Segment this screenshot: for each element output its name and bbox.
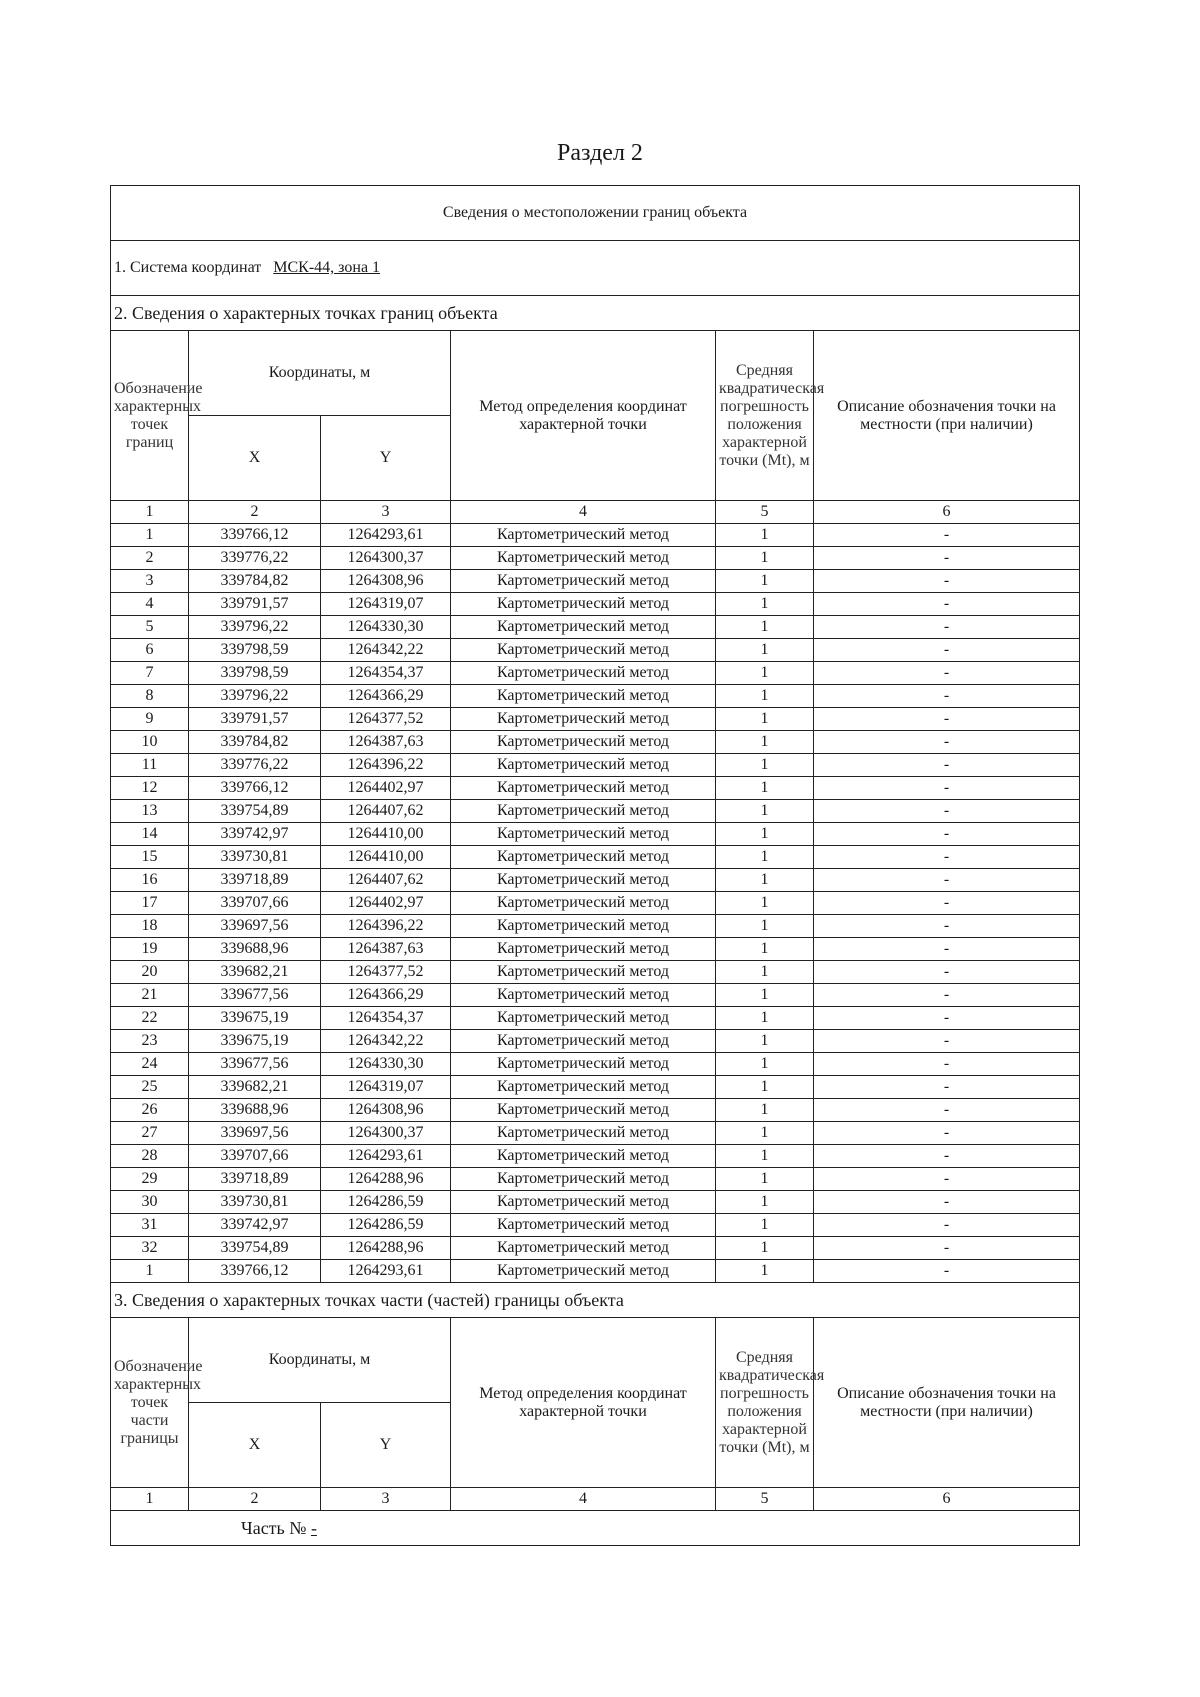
coord-y: 1264308,96 bbox=[321, 1099, 451, 1122]
point-number: 1 bbox=[111, 524, 189, 547]
part-accuracy-header: Средняя квадратическая погрешность положения характерной точки (Mt), м bbox=[716, 1318, 814, 1488]
coord-x: 339682,21 bbox=[189, 961, 321, 984]
coord-y: 1264300,37 bbox=[321, 547, 451, 570]
description-cell: - bbox=[814, 1191, 1080, 1214]
coord-y: 1264354,37 bbox=[321, 1007, 451, 1030]
description-cell: - bbox=[814, 708, 1080, 731]
coord-y: 1264377,52 bbox=[321, 961, 451, 984]
coord-y: 1264402,97 bbox=[321, 777, 451, 800]
point-number: 8 bbox=[111, 685, 189, 708]
coord-y: 1264308,96 bbox=[321, 570, 451, 593]
coord-x: 339791,57 bbox=[189, 708, 321, 731]
accuracy-cell: 1 bbox=[716, 524, 814, 547]
coord-y: 1264366,29 bbox=[321, 984, 451, 1007]
coord-x: 339776,22 bbox=[189, 754, 321, 777]
table-row bbox=[111, 616, 1080, 639]
method-cell: Картометрический метод bbox=[451, 1191, 716, 1214]
description-cell: - bbox=[814, 754, 1080, 777]
point-number: 28 bbox=[111, 1145, 189, 1168]
table-row bbox=[111, 777, 1080, 800]
coord-y: 1264410,00 bbox=[321, 846, 451, 869]
accuracy-cell: 1 bbox=[716, 1030, 814, 1053]
col-num: 1 bbox=[111, 501, 189, 524]
point-number: 20 bbox=[111, 961, 189, 984]
table-row bbox=[111, 800, 1080, 823]
coord-y: 1264342,22 bbox=[321, 639, 451, 662]
point-number: 2 bbox=[111, 547, 189, 570]
method-header: Метод определения координат характерной точки bbox=[451, 331, 716, 501]
method-cell: Картометрический метод bbox=[451, 639, 716, 662]
method-cell: Картометрический метод bbox=[451, 1007, 716, 1030]
table-row bbox=[111, 1122, 1080, 1145]
part-description-header: Описание обозначения точки на местности (при наличии) bbox=[814, 1318, 1080, 1488]
part-coords-header: Координаты, м bbox=[189, 1318, 451, 1403]
table-row bbox=[111, 547, 1080, 570]
method-cell: Картометрический метод bbox=[451, 662, 716, 685]
accuracy-cell: 1 bbox=[716, 1076, 814, 1099]
coord-system-label: 1. Система координат bbox=[114, 259, 262, 276]
method-cell: Картометрический метод bbox=[451, 846, 716, 869]
point-number: 32 bbox=[111, 1237, 189, 1260]
method-cell: Картометрический метод bbox=[451, 1237, 716, 1260]
coord-x: 339798,59 bbox=[189, 662, 321, 685]
coord-x: 339697,56 bbox=[189, 1122, 321, 1145]
heading-row bbox=[111, 186, 1080, 241]
method-cell: Картометрический метод bbox=[451, 616, 716, 639]
table-row bbox=[111, 823, 1080, 846]
table-row bbox=[111, 938, 1080, 961]
point-number: 26 bbox=[111, 1099, 189, 1122]
description-cell: - bbox=[814, 685, 1080, 708]
method-cell: Картометрический метод bbox=[451, 708, 716, 731]
description-cell: - bbox=[814, 593, 1080, 616]
point-number: 21 bbox=[111, 984, 189, 1007]
point-number: 14 bbox=[111, 823, 189, 846]
col-num: 4 bbox=[451, 501, 716, 524]
description-cell: - bbox=[814, 823, 1080, 846]
table-row bbox=[111, 731, 1080, 754]
accuracy-cell: 1 bbox=[716, 1237, 814, 1260]
coord-y: 1264288,96 bbox=[321, 1168, 451, 1191]
table-row bbox=[111, 1007, 1080, 1030]
point-number: 12 bbox=[111, 777, 189, 800]
description-cell: - bbox=[814, 1053, 1080, 1076]
accuracy-cell: 1 bbox=[716, 1191, 814, 1214]
accuracy-cell: 1 bbox=[716, 639, 814, 662]
description-cell: - bbox=[814, 1260, 1080, 1283]
coord-x: 339718,89 bbox=[189, 869, 321, 892]
coord-y: 1264319,07 bbox=[321, 1076, 451, 1099]
method-cell: Картометрический метод bbox=[451, 915, 716, 938]
coord-x: 339784,82 bbox=[189, 570, 321, 593]
part-row bbox=[111, 1511, 1080, 1546]
description-cell: - bbox=[814, 1145, 1080, 1168]
description-header: Описание обозначения точки на местности (при наличии) bbox=[814, 331, 1080, 501]
description-cell: - bbox=[814, 1007, 1080, 1030]
accuracy-cell: 1 bbox=[716, 800, 814, 823]
point-number: 27 bbox=[111, 1122, 189, 1145]
accuracy-cell: 1 bbox=[716, 662, 814, 685]
description-cell: - bbox=[814, 616, 1080, 639]
description-cell: - bbox=[814, 846, 1080, 869]
coord-x: 339675,19 bbox=[189, 1007, 321, 1030]
accuracy-cell: 1 bbox=[716, 1007, 814, 1030]
accuracy-cell: 1 bbox=[716, 754, 814, 777]
description-cell: - bbox=[814, 892, 1080, 915]
point-number: 11 bbox=[111, 754, 189, 777]
coord-y: 1264387,63 bbox=[321, 731, 451, 754]
col-num: 6 bbox=[814, 501, 1080, 524]
col-num: 5 bbox=[716, 501, 814, 524]
description-cell: - bbox=[814, 777, 1080, 800]
coord-x: 339697,56 bbox=[189, 915, 321, 938]
table-row bbox=[111, 892, 1080, 915]
accuracy-header: Средняя квадратическая погрешность положения характерной точки (Mt), м bbox=[716, 331, 814, 501]
description-cell: - bbox=[814, 1122, 1080, 1145]
col-num: 3 bbox=[321, 501, 451, 524]
table-row bbox=[111, 1168, 1080, 1191]
method-cell: Картометрический метод bbox=[451, 1260, 716, 1283]
header-row-1 bbox=[111, 331, 1080, 416]
accuracy-cell: 1 bbox=[716, 616, 814, 639]
coord-x: 339754,89 bbox=[189, 800, 321, 823]
method-cell: Картометрический метод bbox=[451, 547, 716, 570]
col-num: 3 bbox=[321, 1488, 451, 1511]
coord-x: 339796,22 bbox=[189, 685, 321, 708]
accuracy-cell: 1 bbox=[716, 708, 814, 731]
coord-y: 1264293,61 bbox=[321, 524, 451, 547]
table-row bbox=[111, 1237, 1080, 1260]
method-cell: Картометрический метод bbox=[451, 1053, 716, 1076]
coord-x: 339796,22 bbox=[189, 616, 321, 639]
coord-y: 1264293,61 bbox=[321, 1260, 451, 1283]
description-cell: - bbox=[814, 984, 1080, 1007]
coord-x: 339707,66 bbox=[189, 892, 321, 915]
point-number: 19 bbox=[111, 938, 189, 961]
table-row bbox=[111, 570, 1080, 593]
coord-y: 1264377,52 bbox=[321, 708, 451, 731]
point-number: 18 bbox=[111, 915, 189, 938]
method-cell: Картометрический метод bbox=[451, 961, 716, 984]
part-method-header: Метод определения координат характерной точки bbox=[451, 1318, 716, 1488]
coord-x: 339784,82 bbox=[189, 731, 321, 754]
table-row bbox=[111, 639, 1080, 662]
point-number: 3 bbox=[111, 570, 189, 593]
point-number: 23 bbox=[111, 1030, 189, 1053]
section3-row bbox=[111, 1283, 1080, 1318]
coord-x: 339718,89 bbox=[189, 1168, 321, 1191]
method-cell: Картометрический метод bbox=[451, 869, 716, 892]
coord-y: 1264286,59 bbox=[321, 1191, 451, 1214]
point-number: 4 bbox=[111, 593, 189, 616]
method-cell: Картометрический метод bbox=[451, 1030, 716, 1053]
description-cell: - bbox=[814, 915, 1080, 938]
accuracy-cell: 1 bbox=[716, 846, 814, 869]
description-cell: - bbox=[814, 547, 1080, 570]
table-row bbox=[111, 1145, 1080, 1168]
coord-y: 1264387,63 bbox=[321, 938, 451, 961]
coord-x: 339688,96 bbox=[189, 1099, 321, 1122]
point-number: 16 bbox=[111, 869, 189, 892]
coord-x: 339677,56 bbox=[189, 1053, 321, 1076]
coord-x: 339730,81 bbox=[189, 846, 321, 869]
table-row bbox=[111, 984, 1080, 1007]
method-cell: Картометрический метод bbox=[451, 1122, 716, 1145]
description-cell: - bbox=[814, 662, 1080, 685]
method-cell: Картометрический метод bbox=[451, 754, 716, 777]
accuracy-cell: 1 bbox=[716, 731, 814, 754]
point-number: 10 bbox=[111, 731, 189, 754]
method-cell: Картометрический метод bbox=[451, 984, 716, 1007]
coord-y: 1264293,61 bbox=[321, 1145, 451, 1168]
method-cell: Картометрический метод bbox=[451, 938, 716, 961]
accuracy-cell: 1 bbox=[716, 915, 814, 938]
method-cell: Картометрический метод bbox=[451, 731, 716, 754]
method-cell: Картометрический метод bbox=[451, 570, 716, 593]
part-y-header: Y bbox=[321, 1403, 451, 1488]
table-row bbox=[111, 754, 1080, 777]
point-number: 6 bbox=[111, 639, 189, 662]
coord-y: 1264407,62 bbox=[321, 800, 451, 823]
coord-x: 339791,57 bbox=[189, 593, 321, 616]
part-column-numbers-row bbox=[111, 1488, 1080, 1511]
description-cell: - bbox=[814, 1237, 1080, 1260]
coord-x: 339776,22 bbox=[189, 547, 321, 570]
method-cell: Картометрический метод bbox=[451, 593, 716, 616]
point-number: 13 bbox=[111, 800, 189, 823]
part-x-header: X bbox=[189, 1403, 321, 1488]
method-cell: Картометрический метод bbox=[451, 1145, 716, 1168]
point-number: 31 bbox=[111, 1214, 189, 1237]
col-num: 2 bbox=[189, 1488, 321, 1511]
accuracy-cell: 1 bbox=[716, 570, 814, 593]
coord-x: 339766,12 bbox=[189, 524, 321, 547]
coord-x: 339682,21 bbox=[189, 1076, 321, 1099]
point-number: 7 bbox=[111, 662, 189, 685]
table-row bbox=[111, 708, 1080, 731]
coord-y: 1264410,00 bbox=[321, 823, 451, 846]
page-title: Раздел 2 bbox=[557, 140, 643, 166]
description-cell: - bbox=[814, 731, 1080, 754]
table-row bbox=[111, 846, 1080, 869]
description-cell: - bbox=[814, 1076, 1080, 1099]
point-number: 17 bbox=[111, 892, 189, 915]
point-number: 29 bbox=[111, 1168, 189, 1191]
col-num: 4 bbox=[451, 1488, 716, 1511]
section2-label: 2. Сведения о характерных точках границ объекта bbox=[111, 296, 1080, 331]
method-cell: Картометрический метод bbox=[451, 823, 716, 846]
coords-header: Координаты, м bbox=[189, 331, 451, 416]
description-cell: - bbox=[814, 570, 1080, 593]
accuracy-cell: 1 bbox=[716, 593, 814, 616]
description-cell: - bbox=[814, 800, 1080, 823]
method-cell: Картометрический метод bbox=[451, 1099, 716, 1122]
col-num: 5 bbox=[716, 1488, 814, 1511]
table-row bbox=[111, 869, 1080, 892]
method-cell: Картометрический метод bbox=[451, 1214, 716, 1237]
coord-y: 1264407,62 bbox=[321, 869, 451, 892]
method-cell: Картометрический метод bbox=[451, 685, 716, 708]
coord-y: 1264330,30 bbox=[321, 1053, 451, 1076]
part-header-row-1 bbox=[111, 1318, 1080, 1403]
table-row bbox=[111, 1053, 1080, 1076]
table-row bbox=[111, 1099, 1080, 1122]
accuracy-cell: 1 bbox=[716, 1053, 814, 1076]
description-cell: - bbox=[814, 1214, 1080, 1237]
section-heading: Сведения о местоположении границ объекта bbox=[111, 186, 1080, 241]
coord-x: 339677,56 bbox=[189, 984, 321, 1007]
y-header: Y bbox=[321, 416, 451, 501]
coord-y: 1264366,29 bbox=[321, 685, 451, 708]
section3-label: 3. Сведения о характерных точках части (частей) границы объекта bbox=[111, 1283, 1080, 1318]
coord-y: 1264342,22 bbox=[321, 1030, 451, 1053]
description-cell: - bbox=[814, 1168, 1080, 1191]
method-cell: Картометрический метод bbox=[451, 1168, 716, 1191]
accuracy-cell: 1 bbox=[716, 892, 814, 915]
table-row bbox=[111, 1076, 1080, 1099]
coord-x: 339707,66 bbox=[189, 1145, 321, 1168]
coord-x: 339766,12 bbox=[189, 777, 321, 800]
table-row bbox=[111, 524, 1080, 547]
coord-x: 339730,81 bbox=[189, 1191, 321, 1214]
table-row bbox=[111, 685, 1080, 708]
coord-x: 339742,97 bbox=[189, 823, 321, 846]
table-row bbox=[111, 662, 1080, 685]
coord-y: 1264288,96 bbox=[321, 1237, 451, 1260]
column-numbers-row bbox=[111, 501, 1080, 524]
accuracy-cell: 1 bbox=[716, 1260, 814, 1283]
point-number: 1 bbox=[111, 1260, 189, 1283]
accuracy-cell: 1 bbox=[716, 1168, 814, 1191]
description-cell: - bbox=[814, 524, 1080, 547]
point-number: 15 bbox=[111, 846, 189, 869]
accuracy-cell: 1 bbox=[716, 938, 814, 961]
coord-x: 339754,89 bbox=[189, 1237, 321, 1260]
coord-y: 1264354,37 bbox=[321, 662, 451, 685]
part-designation-header: Обозначение характерных точек части границы bbox=[111, 1318, 189, 1488]
table-row bbox=[111, 1191, 1080, 1214]
method-cell: Картометрический метод bbox=[451, 1076, 716, 1099]
point-number: 22 bbox=[111, 1007, 189, 1030]
point-number: 25 bbox=[111, 1076, 189, 1099]
coord-x: 339688,96 bbox=[189, 938, 321, 961]
coord-y: 1264300,37 bbox=[321, 1122, 451, 1145]
x-header: X bbox=[189, 416, 321, 501]
description-cell: - bbox=[814, 1099, 1080, 1122]
boundary-table bbox=[110, 185, 1080, 1546]
coord-system-value: МСК-44, зона 1 bbox=[273, 259, 381, 276]
table-row bbox=[111, 1260, 1080, 1283]
col-num: 6 bbox=[814, 1488, 1080, 1511]
accuracy-cell: 1 bbox=[716, 1099, 814, 1122]
coord-y: 1264396,22 bbox=[321, 754, 451, 777]
accuracy-cell: 1 bbox=[716, 823, 814, 846]
table-row bbox=[111, 961, 1080, 984]
coord-x: 339742,97 bbox=[189, 1214, 321, 1237]
coord-x: 339798,59 bbox=[189, 639, 321, 662]
point-number: 9 bbox=[111, 708, 189, 731]
description-cell: - bbox=[814, 961, 1080, 984]
table-row bbox=[111, 915, 1080, 938]
coord-x: 339766,12 bbox=[189, 1260, 321, 1283]
coord-x: 339675,19 bbox=[189, 1030, 321, 1053]
method-cell: Картометрический метод bbox=[451, 524, 716, 547]
point-number: 24 bbox=[111, 1053, 189, 1076]
col-num: 2 bbox=[189, 501, 321, 524]
accuracy-cell: 1 bbox=[716, 1122, 814, 1145]
description-cell: - bbox=[814, 639, 1080, 662]
accuracy-cell: 1 bbox=[716, 1145, 814, 1168]
method-cell: Картометрический метод bbox=[451, 777, 716, 800]
accuracy-cell: 1 bbox=[716, 685, 814, 708]
accuracy-cell: 1 bbox=[716, 547, 814, 570]
accuracy-cell: 1 bbox=[716, 869, 814, 892]
coord-y: 1264319,07 bbox=[321, 593, 451, 616]
accuracy-cell: 1 bbox=[716, 777, 814, 800]
designation-header: Обозначение характерных точек границ bbox=[111, 331, 189, 501]
accuracy-cell: 1 bbox=[716, 984, 814, 1007]
table-row bbox=[111, 593, 1080, 616]
part-label: Часть № bbox=[241, 1518, 307, 1538]
method-cell: Картометрический метод bbox=[451, 892, 716, 915]
coord-y: 1264396,22 bbox=[321, 915, 451, 938]
description-cell: - bbox=[814, 869, 1080, 892]
point-number: 30 bbox=[111, 1191, 189, 1214]
section2-row bbox=[111, 296, 1080, 331]
method-cell: Картометрический метод bbox=[451, 800, 716, 823]
table-row bbox=[111, 1030, 1080, 1053]
accuracy-cell: 1 bbox=[716, 1214, 814, 1237]
col-num: 1 bbox=[111, 1488, 189, 1511]
table-row bbox=[111, 1214, 1080, 1237]
point-number: 5 bbox=[111, 616, 189, 639]
coord-y: 1264286,59 bbox=[321, 1214, 451, 1237]
description-cell: - bbox=[814, 938, 1080, 961]
coord-y: 1264330,30 bbox=[321, 616, 451, 639]
accuracy-cell: 1 bbox=[716, 961, 814, 984]
part-value: - bbox=[310, 1518, 317, 1538]
coord-system-row bbox=[111, 241, 1080, 296]
coord-y: 1264402,97 bbox=[321, 892, 451, 915]
description-cell: - bbox=[814, 1030, 1080, 1053]
